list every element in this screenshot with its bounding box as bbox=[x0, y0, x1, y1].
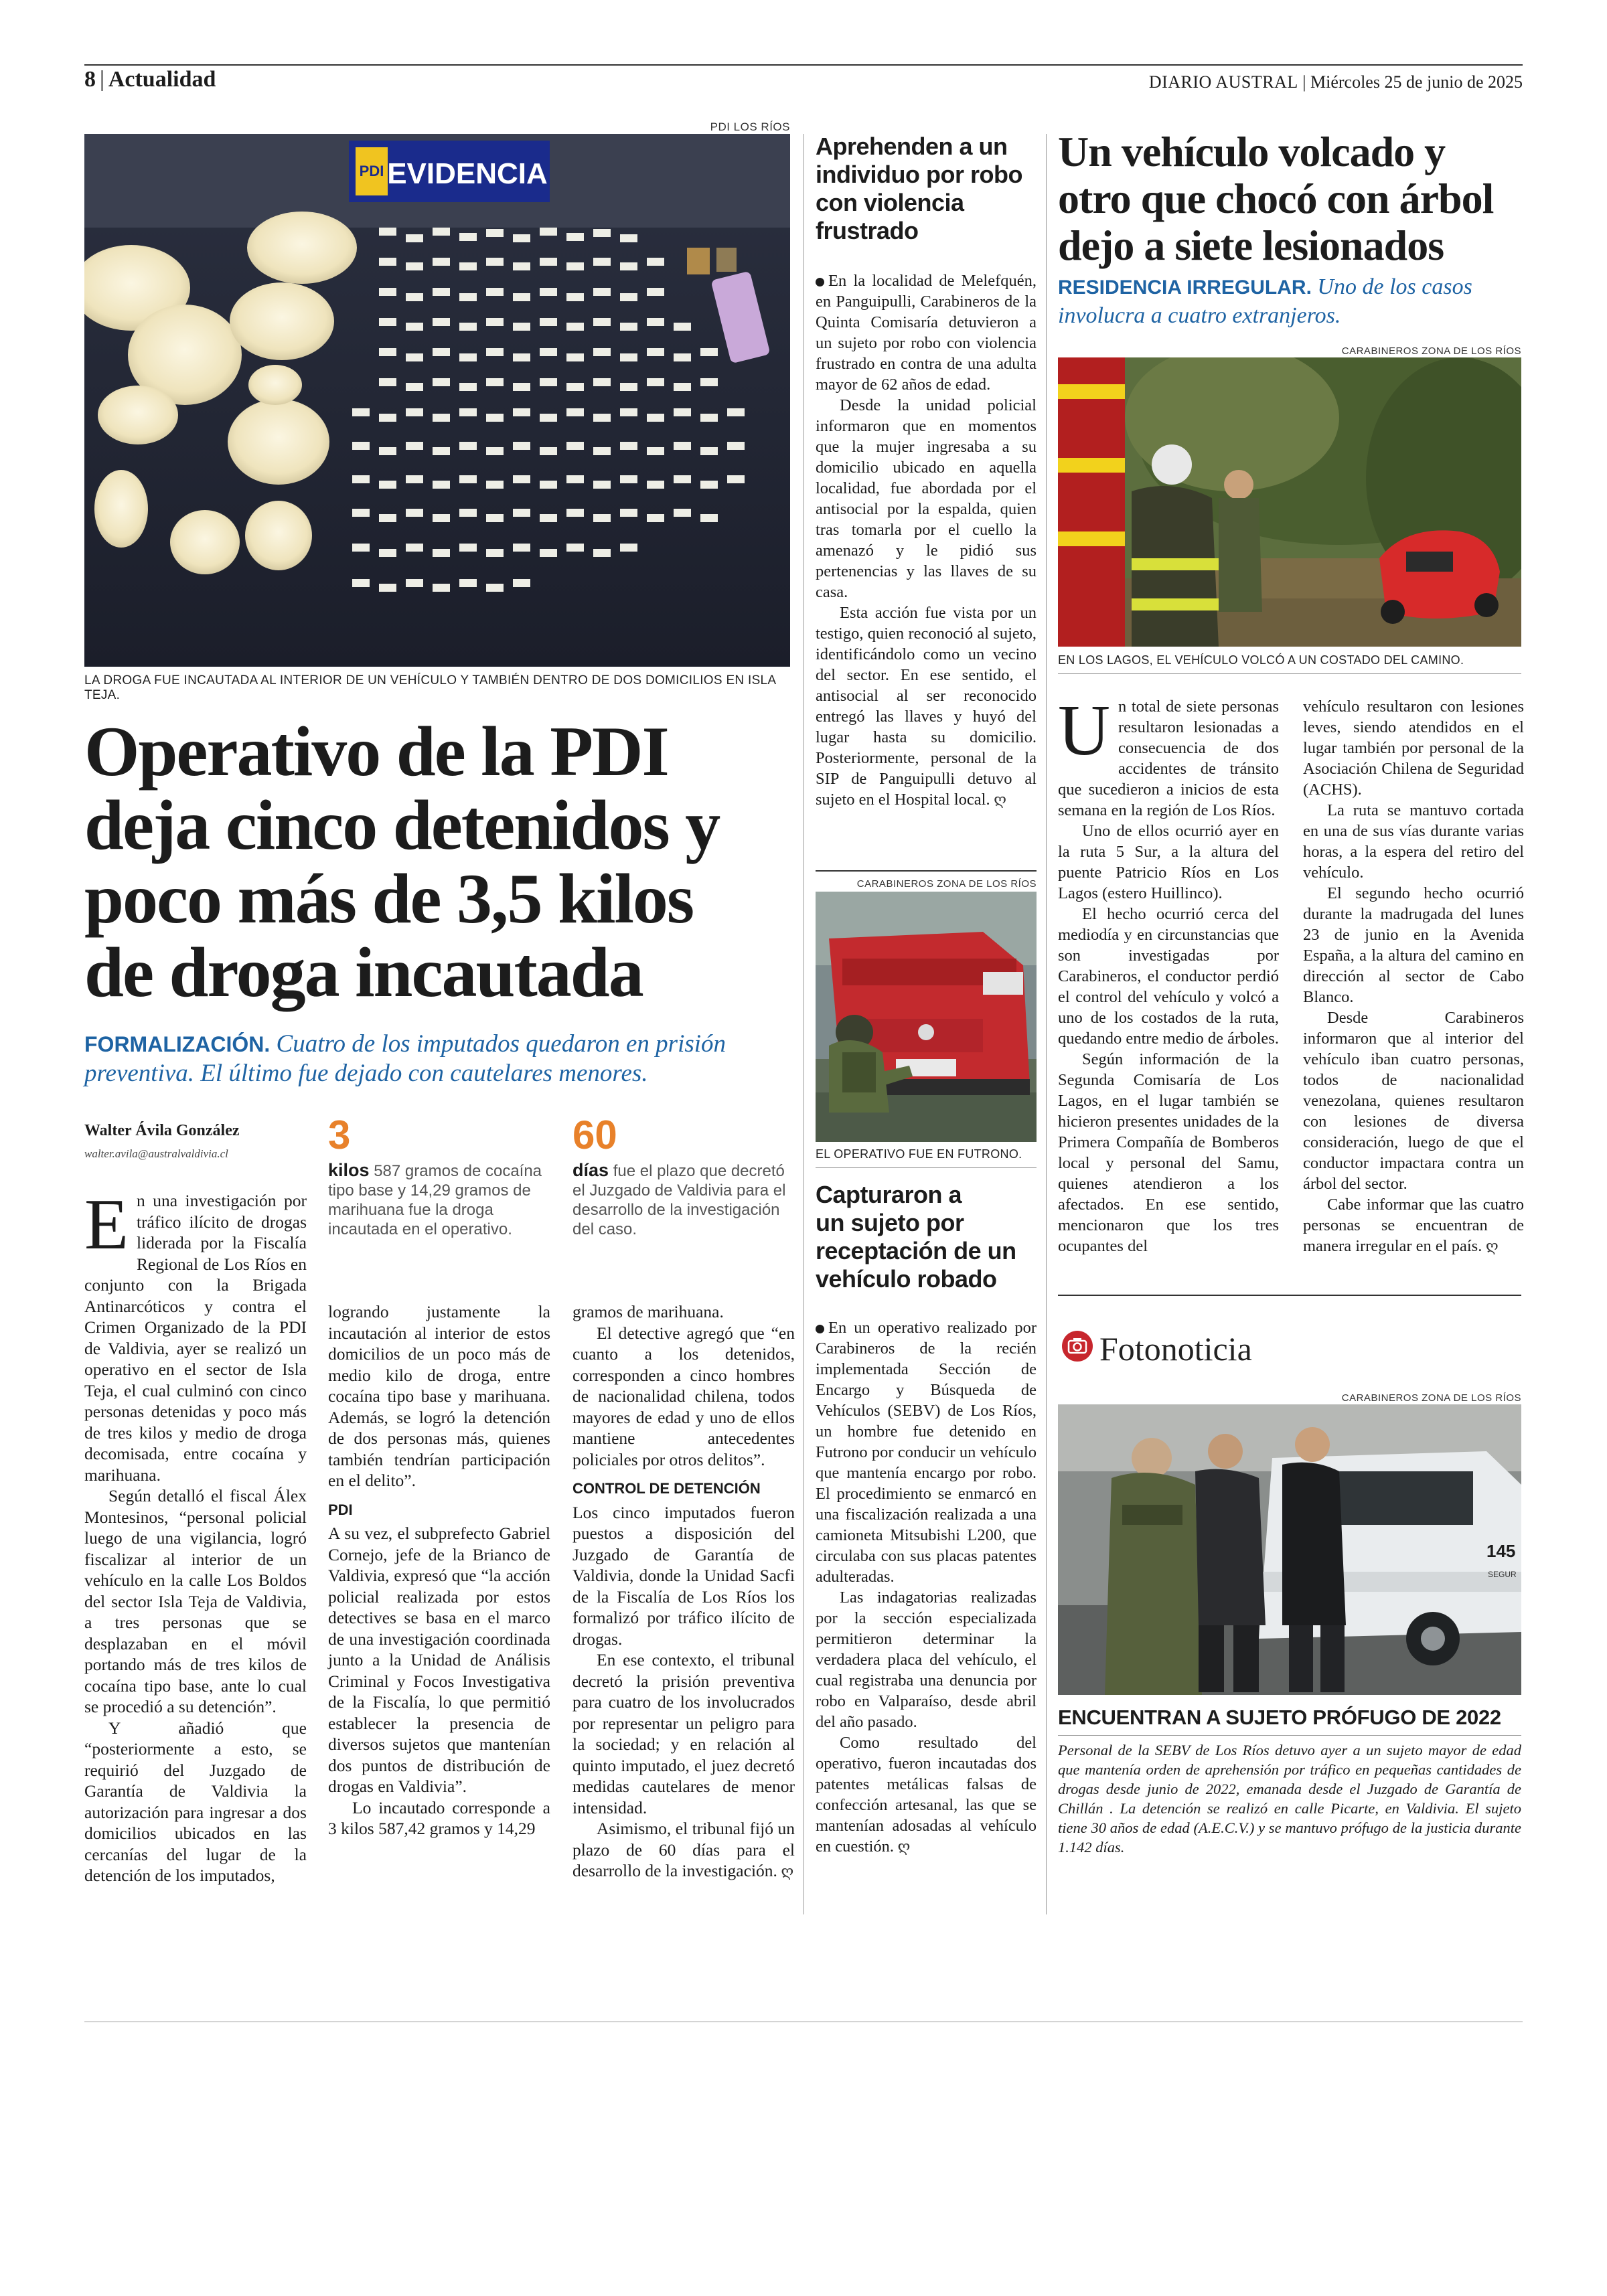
paragraph: La ruta se mantuvo cortada en una de sus vías durante varias horas, a la espera del retiro del vehículo. bbox=[1303, 801, 1524, 882]
paragraph: logrando justamente la incautación al interior de estos domicilios de un poco más de medio kilo de droga, entre cocaína tipo base y marihuana. Además, se logró la detención de dos personas más, quienes también tendrían participación en el delito”. bbox=[328, 1302, 550, 1490]
section-name: Actualidad bbox=[108, 67, 216, 92]
photo-credit: CARABINEROS ZONA DE LOS RÍOS bbox=[856, 878, 1037, 890]
paragraph: Desde Carabineros informaron que al interior del vehículo iban cuatro personas, todos de nacionalidad venezolana, quienes resultaron con lesiones de diversa consideración, luego de que el conductor impactara contra un árbol del sector. bbox=[1303, 1009, 1524, 1193]
red-pickup-image bbox=[816, 892, 1037, 1142]
sign-evidencia: EVIDENCIA bbox=[387, 157, 548, 190]
kicker: RESIDENCIA IRREGULAR. bbox=[1058, 276, 1312, 299]
headline-line: con violencia bbox=[816, 189, 964, 216]
drop-cap: E bbox=[84, 1185, 129, 1264]
brief-separator bbox=[816, 870, 1037, 872]
main-headline bbox=[84, 712, 790, 1011]
paragraph: gramos de marihuana. bbox=[572, 1302, 724, 1321]
paragraph: Esta acción fue vista por un testigo, quien reconoció al sujeto, identificándolo como un vecino del sector. En ese sentido, el antisocial al ser reconocido entregó las llaves y huyó del lugar hasta su domicilio. Posteriormente, personal de la SIP de Panguipulli detuvo al sujeto en el Hospital local. ღ bbox=[816, 604, 1037, 809]
overturned-car-image bbox=[1058, 357, 1521, 647]
newspaper-name: DIARIO AUSTRAL bbox=[1148, 72, 1298, 92]
headline-line: dejo a siete lesionados bbox=[1058, 222, 1444, 269]
fact-text: fue el plazo que decretó el Juzgado de Valdivia para el desarrollo de la investigación del caso. bbox=[572, 1162, 786, 1238]
fact-number: 60 bbox=[572, 1113, 617, 1157]
paragraph: Cabe informar que las cuatro personas se encuentran de manera irregular en el país. ღ bbox=[1303, 1196, 1524, 1255]
accident-col2 bbox=[1303, 696, 1524, 1256]
photo-credit: PDI LOS RÍOS bbox=[710, 120, 790, 133]
caption-rule bbox=[1058, 673, 1521, 674]
paragraph: Uno de ellos ocurrió ayer en la ruta 5 Sur, a la altura del puente Patricio Ríos en Los Lagos (estero Huillinco). bbox=[1058, 822, 1279, 902]
drug-evidence-image bbox=[84, 134, 790, 667]
accident-col1 bbox=[1058, 691, 1279, 1256]
bullet-icon bbox=[816, 1325, 824, 1333]
accident-photo-caption: EN LOS LAGOS, EL VEHÍCULO VOLCÓ A UN COSTADO DEL CAMINO. bbox=[1058, 653, 1464, 667]
header-rule bbox=[84, 64, 1523, 66]
headline-line: receptación de un bbox=[816, 1237, 1016, 1264]
brief2-photo-caption: EL OPERATIVO FUE EN FUTRONO. bbox=[816, 1147, 1022, 1161]
main-article-col1 bbox=[84, 1185, 307, 1886]
main-photo bbox=[84, 134, 790, 667]
paragraph: El detective agregó que “en cuanto a los detenidos, corresponden a cinco hombres de nacionalidad chilena, todos mayores de edad y uno de ellos mantiene antecedentes policiales por otros delitos”. bbox=[572, 1323, 795, 1469]
headline-line: individuo por robo bbox=[816, 161, 1022, 188]
subhead: PDI bbox=[328, 1501, 353, 1518]
photo-credit: CARABINEROS ZONA DE LOS RÍOS bbox=[1341, 1392, 1521, 1404]
headline-line: de droga incautada bbox=[84, 933, 643, 1011]
paragraph: Según información de la Segunda Comisaría de Los Lagos, en el lugar también se hicieron presentes unidades de la Primera Compañía de Bomberos local y personal del Samu, quienes atendieron a los afectados. En ese sentido, mencionaron que los tres ocupantes del bbox=[1058, 1050, 1279, 1255]
camera-icon bbox=[1062, 1331, 1093, 1362]
fact-box-kilos bbox=[328, 1115, 549, 1239]
bullet-icon bbox=[816, 278, 824, 286]
fotonoticia-photo bbox=[1058, 1404, 1521, 1695]
paragraph: A su vez, el subprefecto Gabriel Cornejo, jefe de la Brianco de Valdivia, expresó que “la acción policial realizada por estos detectives se basa en el marco de una investigación coordinada junto a la Unidad de Análisis Criminal y Focos Investigativa de la Fiscalía, lo que permitió establecer la presencia de diversos sujetos que mantenían dos puntos de distribución de drogas en Valdivia”. bbox=[328, 1524, 550, 1796]
paragraph: El hecho ocurrió cerca del mediodía y en circunstancias que son investigadas por Carabineros, el conductor perdió el control del vehículo y volcó a uno de los costados de la ruta, quedando entre medio de árboles. bbox=[1058, 905, 1279, 1048]
accident-deck bbox=[1058, 273, 1527, 330]
paragraph: El segundo hecho ocurrió durante la madrugada del lunes 23 de junio en la Avenida España, a la altura del camino en dirección al sector de Cabo Blanco. bbox=[1303, 884, 1524, 1006]
paragraph: vehículo resultaron con lesiones leves, siendo atendidos en el lugar también por personal de la Asociación Chilena de Seguridad (ACHS). bbox=[1303, 698, 1524, 799]
paragraph: Según detalló el fiscal Álex Montesinos, “personal policial luego de una vigilancia, logró fiscalizar al interior de un vehículo en la calle Los Boldos del sector Isla Teja de Valdivia, a tres personas que se desplazaban en el móvil portando más de tres kilos de cocaína tipo base, ante lo cual se procedió a su detención”. bbox=[84, 1486, 307, 1716]
caption-rule bbox=[816, 1167, 1037, 1168]
headline-line: poco más de 3,5 kilos bbox=[84, 859, 694, 938]
sign-badge: PDI bbox=[359, 163, 384, 179]
headline-line: Un vehículo volcado y bbox=[1058, 128, 1446, 175]
headline-line: otro que chocó con árbol bbox=[1058, 175, 1494, 222]
fotonoticia-label: Fotonoticia bbox=[1099, 1330, 1252, 1368]
page-section-header: 8 | Actualidad bbox=[84, 67, 216, 92]
paragraph: Asimismo, el tribunal fijó un plazo de 60 días para el desarrollo de la investigación. ღ bbox=[572, 1819, 795, 1880]
fotonoticia-headline: ENCUENTRAN A SUJETO PRÓFUGO DE 2022 bbox=[1058, 1706, 1501, 1729]
end-mark-icon: ღ bbox=[990, 791, 1006, 808]
headline-line: vehículo robado bbox=[816, 1265, 997, 1293]
subhead: CONTROL DE DETENCIÓN bbox=[572, 1480, 761, 1497]
main-article-col3 bbox=[572, 1301, 795, 1882]
deck-line: involucra a cuatro extranjeros. bbox=[1058, 303, 1341, 328]
paragraph: En la localidad de Melefquén, en Panguipulli, Carabineros de la Quinta Comisaría detuvieron a un sujeto por robo con violencia frustrado en contra de una adulta mayor de 62 años de edad. bbox=[816, 272, 1037, 394]
main-deck bbox=[84, 1030, 808, 1088]
page-number: 8 bbox=[84, 67, 96, 92]
vehicle-text: SEGUR bbox=[1488, 1570, 1517, 1579]
main-article-col2 bbox=[328, 1301, 550, 1839]
paragraph: En ese contexto, el tribunal decretó la prisión preventiva para cuatro de los involucrados por representar un peligro para la sociedad; y en relación al quinto imputado, el juez decretó medidas cautelares de menor intensidad. bbox=[572, 1650, 795, 1817]
masthead-date: DIARIO AUSTRAL | Miércoles 25 de junio de 2025 bbox=[1148, 72, 1523, 92]
brief2-body bbox=[816, 1317, 1037, 1857]
vehicle-number: 145 bbox=[1486, 1541, 1516, 1561]
brief1-body bbox=[816, 270, 1037, 810]
kicker: FORMALIZACIÓN. bbox=[84, 1032, 271, 1056]
arrest-image bbox=[1058, 1404, 1521, 1695]
end-mark-icon: ღ bbox=[1482, 1238, 1499, 1254]
paragraph: Como resultado del operativo, fueron incautadas dos patentes metálicas falsas de confección artesanal, las que se mantenían adosadas al vehículo en cuestión. ღ bbox=[816, 1734, 1037, 1856]
byline: Walter Ávila González bbox=[84, 1122, 240, 1139]
main-photo-caption: LA DROGA FUE INCAUTADA AL INTERIOR DE UN VEHÍCULO Y TAMBIÉN DENTRO DE DOS DOMICILIOS EN ISLA TEJA. bbox=[84, 673, 776, 702]
headline-line: Capturaron a bbox=[816, 1181, 962, 1208]
fotonoticia-top-rule bbox=[1058, 1295, 1521, 1296]
fact-number: 3 bbox=[328, 1113, 351, 1157]
deck-line: Uno de los casos bbox=[1317, 274, 1472, 299]
end-mark-icon: ღ bbox=[777, 1863, 794, 1880]
fact-box-days bbox=[572, 1115, 793, 1239]
brief2-photo bbox=[816, 892, 1037, 1142]
accident-photo bbox=[1058, 357, 1521, 647]
accident-headline bbox=[1058, 129, 1527, 269]
headline-line: un sujeto por bbox=[816, 1209, 964, 1236]
issue-date: Miércoles 25 de junio de 2025 bbox=[1310, 72, 1523, 92]
paragraph: n total de siete personas resultaron lesionadas a consecuencia de dos accidentes de tránsito que sucedieron a inicios de esta semana en la región de Los Ríos. bbox=[1058, 698, 1279, 819]
fact-text: 587 gramos de cocaína tipo base y 14,29 gramos de marihuana fue la droga incautada en el operativo. bbox=[328, 1162, 542, 1238]
brief2-headline bbox=[816, 1181, 1043, 1293]
byline-email: walter.avila@australvaldivia.cl bbox=[84, 1147, 228, 1160]
headline-line: Aprehenden a un bbox=[816, 133, 1008, 160]
headline-line: Operativo de la PDI bbox=[84, 712, 668, 791]
paragraph: Desde la unidad policial informaron que en momentos que la mujer ingresaba a su domicilio ubicado en aquella localidad, fue abordada por el antisocial por la espalda, quien tras tomarla por el cuello la amenazó y le pidió sus pertenencias y las llaves de su casa. bbox=[816, 396, 1037, 601]
fact-unit: kilos bbox=[328, 1160, 370, 1180]
headline-line: frustrado bbox=[816, 217, 919, 244]
end-mark-icon: ღ bbox=[894, 1838, 911, 1855]
headline-line: deja cinco detenidos y bbox=[84, 786, 720, 864]
column-divider bbox=[1046, 134, 1047, 1914]
fotonoticia-rule bbox=[1058, 1735, 1521, 1736]
paragraph: Los cinco imputados fueron puestos a disposición del Juzgado de Garantía de Valdivia, donde la Unidad Sacfi de la Fiscalía de Los Ríos los formalizó por tráfico ilícito de drogas. bbox=[572, 1502, 795, 1649]
fact-unit: días bbox=[572, 1160, 609, 1180]
deck-line: Cuatro de los imputados quedaron en prisión bbox=[276, 1030, 726, 1058]
brief1-headline bbox=[816, 133, 1037, 245]
paragraph: Las indagatorias realizadas por la sección especializada permitieron determinar la verdadera placa del vehículo, el cual registraba una denuncia por robo en Valparaíso, desde abril del año pasado. bbox=[816, 1588, 1037, 1731]
paragraph: Y añadió que “posteriormente a esto, se requirió del Juzgado de Garantía de Valdivia la autorización para ingresar a dos domicilios ubicados en las cercanías del lugar de la detención de los imputados, bbox=[84, 1718, 307, 1885]
paragraph: n una investigación por tráfico ilícito de drogas liderada por la Fiscalía Regional de Los Ríos en conjunto con la Brigada Antinarcóticos y contra el Crimen Organizado de la PDI de Valdivia, ayer se realizó un operativo en el sector de Isla Teja, el cual culminó con cinco personas detenidas y poco más de tres kilos y medio de droga decomisada, entre cocaína y marihuana. bbox=[84, 1191, 307, 1485]
paragraph: En un operativo realizado por Carabineros de la recién implementada Sección de Encargo y Búsqueda de Vehículos (SEBV) de Los Ríos, un hombre fue detenido en Futrono por conducir un vehículo que mantenía encargo por robo. El procedimiento se enmarcó en una fiscalización realizada a una camioneta Mitsubishi L200, que circulaba con sus placas patentes adulteradas. bbox=[816, 1319, 1037, 1586]
paragraph: Lo incautado corresponde a 3 kilos 587,42 gramos y 14,29 bbox=[328, 1797, 550, 1838]
drop-cap: U bbox=[1058, 691, 1110, 770]
photo-credit: CARABINEROS ZONA DE LOS RÍOS bbox=[1341, 345, 1521, 357]
deck-line: preventiva. El último fue dejado con cautelares menores. bbox=[84, 1060, 648, 1087]
fotonoticia-text: Personal de la SEBV de Los Ríos detuvo ayer a un sujeto mayor de edad que mantenía orden de aprehensión por tráfico en pequeñas cantidades de drogas desde junio de 2022, emanada desde el Juzgado de Garantía de Chillán . La detención se realizó en calle Picarte, en Valdivia. El sujeto tiene 30 años de edad (A.E.C.V.) y se mantuvo prófugo de la justicia durante 1.142 días. bbox=[1058, 1742, 1521, 1856]
